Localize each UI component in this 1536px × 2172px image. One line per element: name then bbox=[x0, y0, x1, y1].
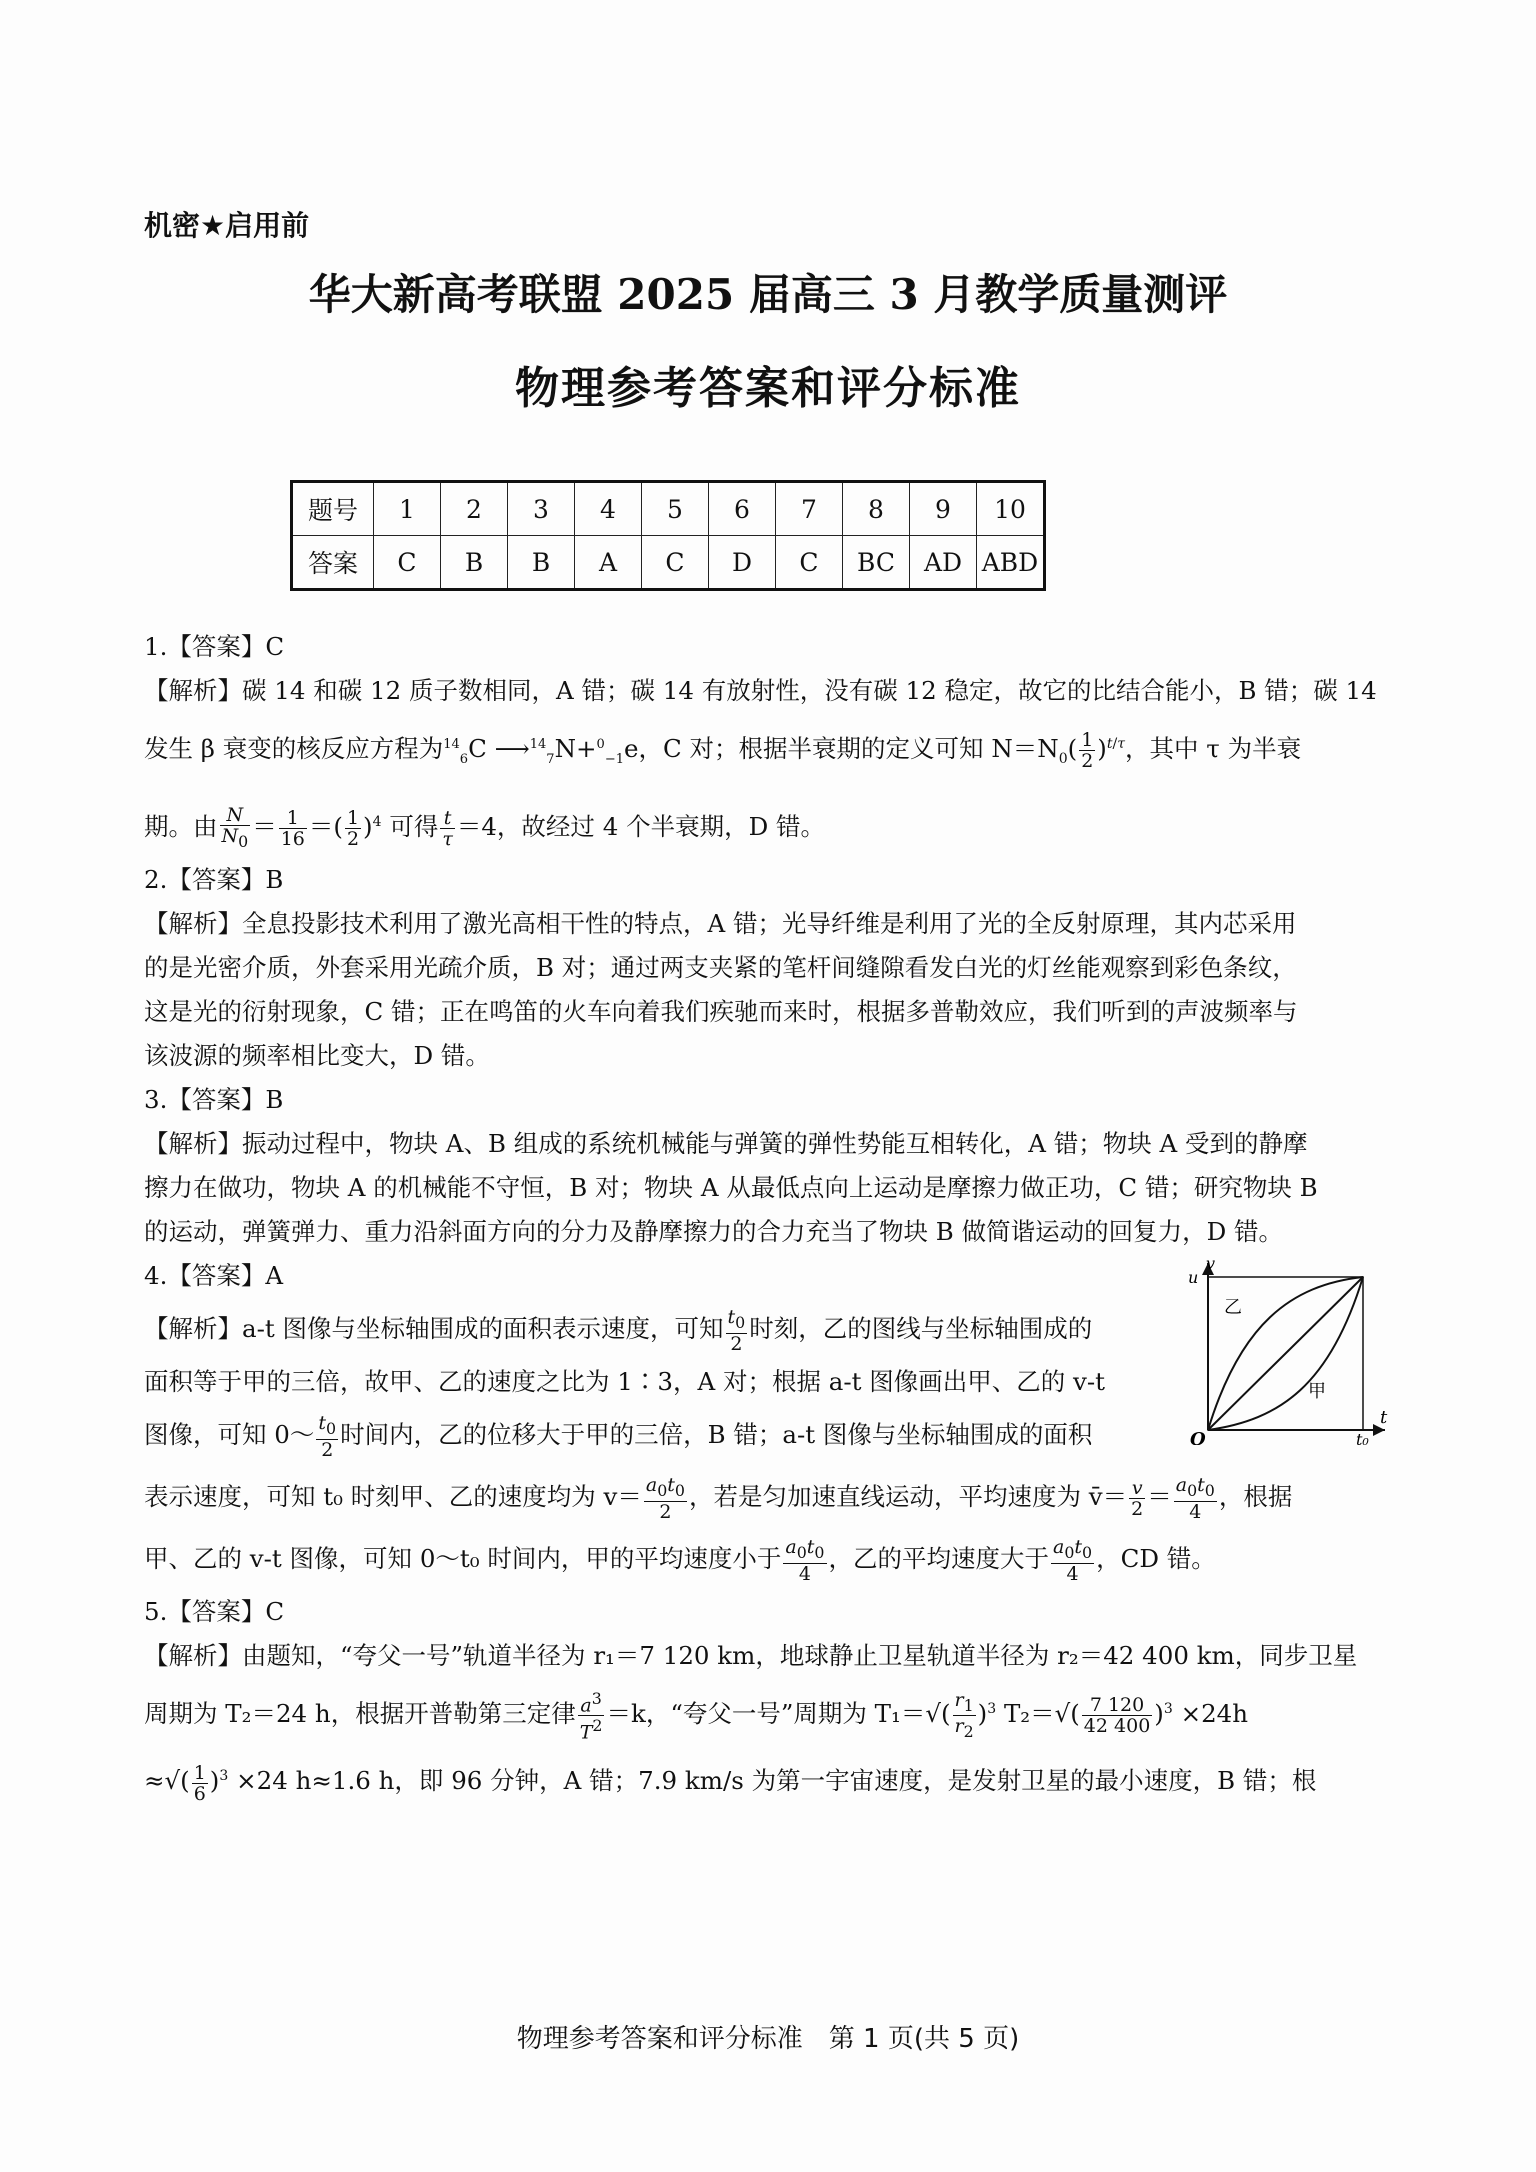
text: ×24 h≈1.6 h，即 96 分钟，A 错；7.9 km/s 为第一宇宙速度，是发射卫星的最小速度，B 错；根 bbox=[236, 1766, 1317, 1796]
explanation-line: 发生 β 衰变的核反应方程为$^{14}_6$C ⟶$^{14}_7$N+$^0_{-1}$e，C 对；根据半衰期的定义可知 $N=N_0$( $\frac{1}{2}$ )$^{t/\tau}$，其中 τ 为半衰 bbox=[144, 729, 1302, 773]
text: ，根据 bbox=[1218, 1482, 1293, 1512]
explanation-line: 【解析】碳 14 和碳 12 质子数相同，A 错；碳 14 有放射性，没有碳 12 稳定，故它的比结合能小，B 错；碳 14 bbox=[144, 676, 1377, 705]
text: 【解析】a-t 图像与坐标轴围成的面积表示速度，可知 bbox=[144, 1314, 724, 1344]
text: ，CD 错。 bbox=[1096, 1544, 1216, 1574]
fraction: $\frac{1}{2}$ bbox=[346, 807, 360, 851]
fraction: $\frac{N}{N_0}$ bbox=[221, 804, 249, 852]
answer-table bbox=[290, 480, 1046, 591]
fraction: $\frac{1}{6}$ bbox=[193, 1761, 206, 1805]
table-cell: 8 bbox=[843, 482, 910, 536]
vt-graph-figure bbox=[1180, 1255, 1395, 1445]
explanation-line: 周期为 T₂＝24 h，根据开普勒第三定律 $\frac{a^3}{T^2}$ ＝k，“夸父一号”周期为 T₁＝√( $\frac{r_1}{r_2}$ )$^3$ T₂＝√( $\frac{7 120}{42 400}$ )$^3$ ×24h bbox=[144, 1688, 1249, 1744]
table-cell: C bbox=[642, 536, 709, 590]
fraction: $\frac{1}{2}$ bbox=[1081, 729, 1094, 773]
table-cell: A bbox=[575, 536, 642, 590]
text: ≈ bbox=[144, 1766, 165, 1796]
explanation-line: 【解析】由题知，“夸父一号”轨道半径为 r₁＝7 120 km，地球静止卫星轨道半径为 r₂＝42 400 km，同步卫星 bbox=[144, 1641, 1358, 1671]
fraction: $\frac{r_1}{r_2}$ bbox=[954, 1688, 974, 1742]
solutions bbox=[144, 625, 1384, 1813]
table-cell: D bbox=[709, 536, 776, 590]
answer-line: 5.【答案】C bbox=[144, 1597, 285, 1627]
text: ，乙的平均速度大于 bbox=[828, 1544, 1049, 1574]
explanation-line: 【解析】全息投影技术利用了激光高相干性的特点，A 错；光导纤维是利用了光的全反射原理，其内芯采用 bbox=[144, 909, 1297, 939]
table-cell: 7 bbox=[776, 482, 843, 536]
text: C ⟶ bbox=[468, 734, 530, 764]
table-cell: 1 bbox=[374, 482, 441, 536]
text: 周期为 T₂＝24 h，根据开普勒第三定律 bbox=[144, 1699, 576, 1729]
confidential-label: 机密★启用前 bbox=[144, 209, 310, 242]
text: 表示速度，可知 t₀ 时刻甲、乙的速度均为 v＝ bbox=[144, 1482, 642, 1512]
fraction: $\frac{a_0t_0}{4}$ bbox=[785, 1536, 825, 1586]
text: ＝4，故经过 4 个半衰期，D 错。 bbox=[456, 812, 826, 842]
text: 期。由 bbox=[144, 812, 218, 842]
table-cell: 4 bbox=[575, 482, 642, 536]
fraction: $\frac{a^3}{T^2}$ bbox=[579, 1689, 603, 1744]
fraction: $\frac{v}{2}$ bbox=[1131, 1477, 1144, 1521]
explanation-line: 期。由 $\frac{N}{N_0}$ ＝ $\frac{1}{16}$ ＝( $\frac{1}{2}$ )$^4$ 可得 $\frac{t}{\tau}$ ＝4，故经过 4 个半衰期，D 错。 bbox=[144, 804, 826, 852]
text: e，C 对；根据半衰期的定义可知 N＝N bbox=[624, 734, 1059, 764]
table-cell: ABD bbox=[977, 536, 1045, 590]
question-1 bbox=[144, 625, 1384, 858]
text: 可得 bbox=[389, 812, 439, 842]
explanation-line: 面积等于甲的三倍，故甲、乙的速度之比为 1∶3，A 对；根据 a-t 图像画出甲、乙的 v-t bbox=[144, 1367, 1105, 1397]
explanation-line: 擦力在做功，物块 A 的机械能不守恒，B 对；物块 A 从最低点向上运动是摩擦力做正功，C 错；研究物块 B bbox=[144, 1173, 1318, 1203]
text: 时间内，乙的位移大于甲的三倍，B 错；a-t 图像与坐标轴围成的面积 bbox=[340, 1420, 1093, 1450]
table-cell: B bbox=[508, 536, 575, 590]
question-3 bbox=[144, 1078, 1384, 1254]
text: ，若是匀加速直线运动，平均速度为 v̄＝ bbox=[689, 1482, 1128, 1512]
text: T₂＝ bbox=[1003, 1699, 1055, 1729]
table-header-cell: 题号 bbox=[292, 482, 374, 536]
explanation-line: 的运动，弹簧弹力、重力沿斜面方向的分力及静摩擦力的合力充当了物块 B 做简谐运动的回复力，D 错。 bbox=[144, 1217, 1284, 1247]
answer-line: 2.【答案】B bbox=[144, 865, 284, 895]
explanation-line bbox=[144, 1528, 1384, 1590]
text: N+ bbox=[554, 734, 597, 764]
fraction: $\frac{t}{\tau}$ bbox=[442, 807, 453, 851]
table-cell: B bbox=[441, 536, 508, 590]
answer-line: 3.【答案】B bbox=[144, 1085, 284, 1115]
table-cell: C bbox=[374, 536, 441, 590]
page-subtitle: 物理参考答案和评分标准 bbox=[515, 363, 1021, 414]
explanation-line: 表示速度，可知 t₀ 时刻甲、乙的速度均为 v＝ $\frac{a_0t_0}{2}$ ，若是匀加速直线运动，平均速度为 v̄＝ $\frac{v}{2}$ ＝ $\frac{a_0t_0}{4}$ ，根据 bbox=[144, 1474, 1293, 1524]
table-cell: C bbox=[776, 536, 843, 590]
table-cell: 6 bbox=[709, 482, 776, 536]
label-jia: 甲 bbox=[1308, 1381, 1326, 1402]
text: 时刻，乙的图线与坐标轴围成的 bbox=[749, 1314, 1093, 1344]
label-t0: t₀ bbox=[1356, 1430, 1369, 1445]
page-footer: 物理参考答案和评分标准 第 1 页(共 5 页) bbox=[516, 2024, 1020, 2054]
table-cell: 2 bbox=[441, 482, 508, 536]
answer-line: 4.【答案】A bbox=[144, 1261, 284, 1291]
text: ×24h bbox=[1180, 1699, 1249, 1729]
question-4 bbox=[144, 1254, 1184, 1466]
table-cell: BC bbox=[843, 536, 910, 590]
table-cell: AD bbox=[910, 536, 977, 590]
answer-table-answer-row bbox=[292, 536, 1045, 590]
text: 甲、乙的 v-t 图像，可知 0～t₀ 时间内，甲的平均速度小于 bbox=[144, 1544, 782, 1574]
explanation-line: 这是光的衍射现象，C 错；正在鸣笛的火车向着我们疾驰而来时，根据多普勒效应，我们听到的声波频率与 bbox=[144, 997, 1298, 1027]
table-cell: 5 bbox=[642, 482, 709, 536]
answer-line: 1.【答案】C bbox=[144, 632, 285, 661]
label-origin: O bbox=[1190, 1429, 1206, 1445]
fraction: $\frac{1}{16}$ bbox=[280, 807, 305, 851]
explanation-line: 该波源的频率相比变大，D 错。 bbox=[144, 1041, 490, 1071]
label-u: u bbox=[1188, 1268, 1199, 1287]
explanation-line: 【解析】振动过程中，物块 A、B 组成的系统机械能与弹簧的弹性势能互相转化，A 错；物块 A 受到的静摩 bbox=[144, 1129, 1308, 1159]
question-5 bbox=[144, 1590, 1384, 1812]
page-title: 华大新高考联盟 2025 届高三 3 月教学质量测评 bbox=[308, 270, 1228, 319]
label-yi: 乙 bbox=[1224, 1297, 1242, 1318]
fraction: $\frac{t_0}{2}$ bbox=[318, 1412, 337, 1462]
text: ＝k，“夸父一号”周期为 T₁＝ bbox=[606, 1699, 926, 1729]
explanation-line: ≈√( $\frac{1}{6}$ )$^3$ ×24 h≈1.6 h，即 96 分钟，A 错；7.9 km/s 为第一宇宙速度，是发射卫星的最小速度，B 错；根 bbox=[144, 1761, 1317, 1805]
fraction: $\frac{a_0t_0}{4}$ bbox=[1053, 1536, 1093, 1586]
text: ，其中 τ 为半衰 bbox=[1124, 734, 1302, 764]
fraction: $\frac{t_0}{2}$ bbox=[727, 1306, 746, 1356]
answer-table-number-row bbox=[292, 482, 1045, 536]
label-v: v bbox=[1206, 1255, 1216, 1273]
text: 发生 β 衰变的核反应方程为 bbox=[144, 734, 444, 764]
explanation-line: 的是光密介质，外套采用光疏介质，B 对；通过两支夹紧的笔杆间缝隙看发白光的灯丝能观察到彩色条纹， bbox=[144, 953, 1297, 983]
fraction: $\frac{a_0t_0}{2}$ bbox=[645, 1474, 685, 1524]
fraction: $\frac{7 120}{42 400}$ bbox=[1083, 1694, 1151, 1738]
text: 图像，可知 0～ bbox=[144, 1420, 315, 1450]
table-cell: 10 bbox=[977, 482, 1045, 536]
question-4-continued bbox=[144, 1466, 1384, 1590]
label-t: t bbox=[1380, 1407, 1388, 1428]
table-header-cell: 答案 bbox=[292, 536, 374, 590]
table-cell: 9 bbox=[910, 482, 977, 536]
question-2 bbox=[144, 858, 1384, 1078]
explanation-line bbox=[144, 1298, 1184, 1360]
table-cell: 3 bbox=[508, 482, 575, 536]
fraction: $\frac{a_0t_0}{4}$ bbox=[1175, 1474, 1215, 1524]
explanation-line bbox=[144, 1404, 1184, 1466]
